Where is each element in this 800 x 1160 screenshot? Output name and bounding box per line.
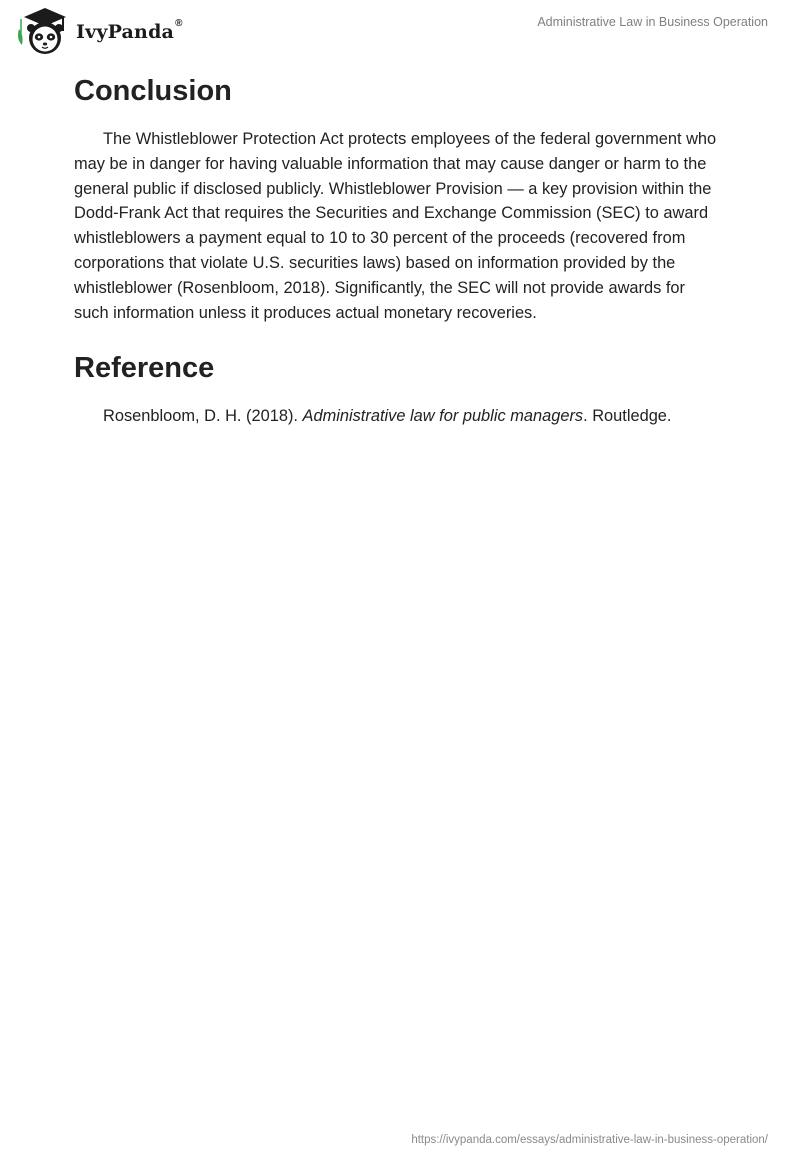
brand-name: IvyPanda® <box>76 18 183 43</box>
document-body <box>74 70 724 429</box>
conclusion-paragraph: The Whistleblower Protection Act protects employees of the federal government who may be in danger for having valuable information that may cause danger or harm to the general public if disclosed publicly. Whistleblower Provision — a key provision within the Dodd-Frank Act that requires the Securities and Exchange Commission (SEC) to award whistleblowers a payment equal to 10 to 30 percent of the proceeds (recovered from corporations that violate U.S. securities laws) based on information provided by the whistleblower (Rosenbloom, 2018). Significantly, the SEC will not provide awards for such information unless it produces actual monetary recoveries. <box>74 130 717 322</box>
conclusion-section <box>74 70 724 325</box>
reference-section <box>74 347 724 429</box>
reference-title: Administrative law for public managers <box>302 407 584 426</box>
registered-mark: ® <box>175 18 183 29</box>
source-url[interactable]: https://ivypanda.com/essays/administrative-law-in-business-operation/ <box>411 1134 768 1146</box>
reference-heading: Reference <box>74 352 215 385</box>
conclusion-heading: Conclusion <box>74 75 232 107</box>
document-title: Administrative Law in Business Operation <box>537 15 768 29</box>
brand-logo[interactable] <box>16 7 183 57</box>
panda-graduate-icon <box>16 7 74 57</box>
page-header <box>0 0 800 60</box>
reference-author-year: Rosenbloom, D. H. (2018). <box>103 407 303 426</box>
reference-entry <box>74 404 724 429</box>
reference-publisher: . Routledge. <box>583 407 672 426</box>
